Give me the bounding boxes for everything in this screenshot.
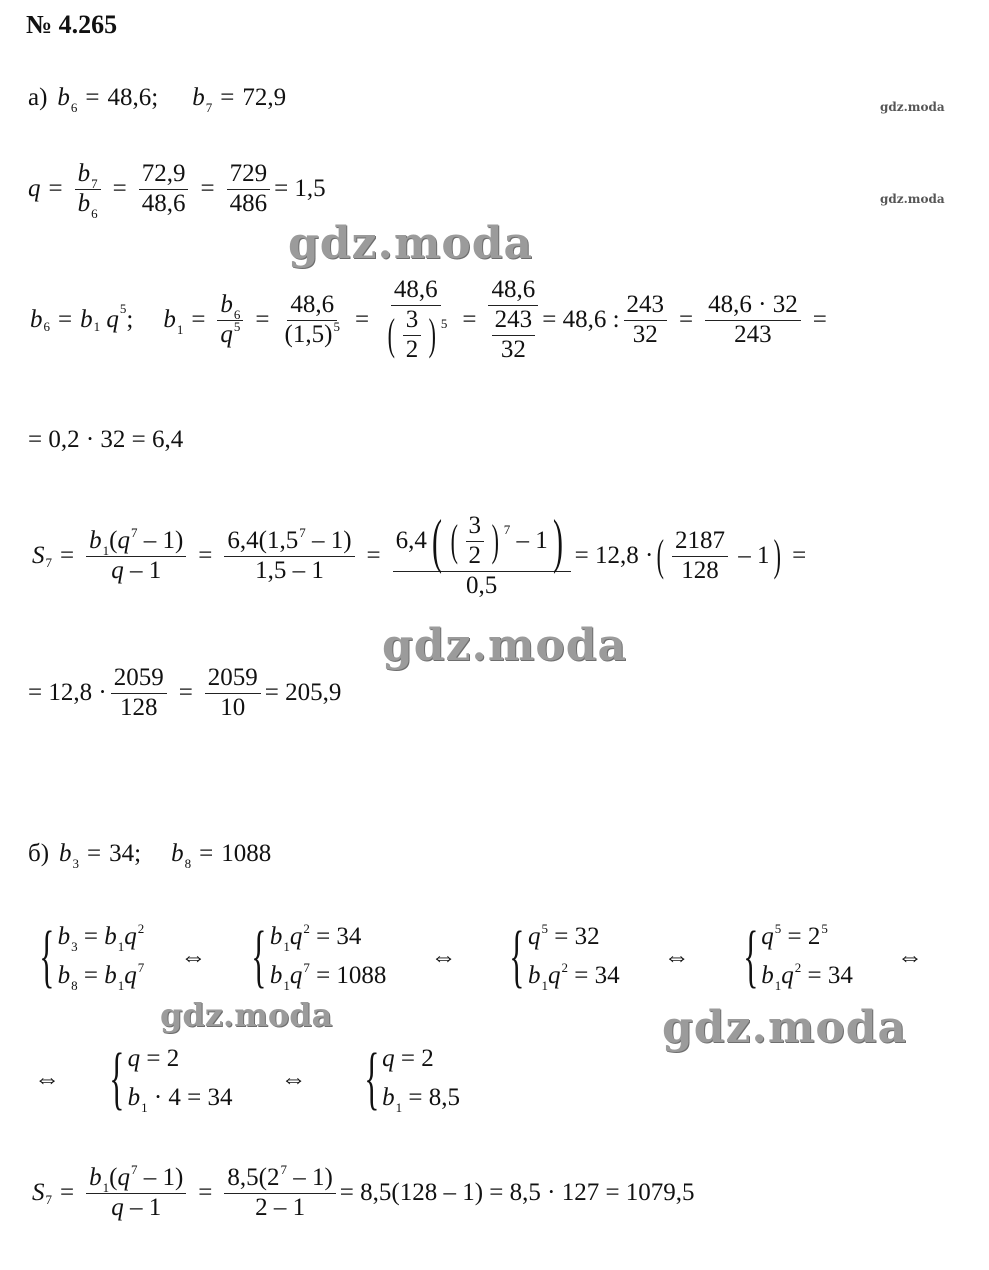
num-2059-b: 2059: [205, 664, 261, 694]
frac-72-9: 72,9: [139, 160, 189, 190]
den-1-5: (1,5): [284, 320, 333, 348]
part-b-systems-row-1: { $b_3 = b_1q^2$ $b_8 = b_1q^7$ ⇔ { $b_1q^2 = 34$ $b_1q^7 = 1088$ ⇔ { $q^5 = 32$ $b_1q^2 = 34$ ⇔ { $q^5 = 2^5$ $b_1q^2 = 34$ ⇔: [30, 918, 923, 996]
system-1: { $b_3 = b_1q^2$ $b_8 = b_1q^7$: [39, 917, 145, 995]
den-2-1: 2 – 1: [255, 1193, 306, 1221]
part-a-given: а) $b_6$ = 48,6; $b_7$ = 72,9: [28, 84, 287, 115]
num-48-6-32: 48,6 · 32: [705, 291, 801, 321]
num-48-6-b: 48,6: [391, 276, 441, 306]
watermark-medium: gdz.moda: [160, 996, 333, 1034]
den-10: 10: [220, 693, 246, 721]
frac-48-6: 48,6: [141, 189, 186, 217]
result-1079-5: = 8,5(128 – 1) = 8,5 · 127 = 1079,5: [339, 1179, 695, 1207]
num-3: 3: [403, 306, 422, 336]
system-6: { q = 2 $b_1 = 8,5$: [363, 1039, 461, 1117]
watermark-small-2: gdz.moda: [880, 192, 945, 206]
num-243-b: 243: [624, 291, 668, 321]
num-6-4: 6,4(1,5: [227, 526, 299, 554]
num-48-6: 48,6: [287, 291, 337, 321]
num-2187: 2187: [672, 527, 728, 557]
part-a-label: а): [28, 84, 48, 111]
part-b-sum-equation: S 7 = $\frac{b_1(q^7 - 1)}{q - 1}$ = $\frac{8,5(2^7 - 1)}{2 - 1}$ = 8,5(128 – 1) = 8,5 · 127 = 1079,5: [32, 1162, 695, 1221]
num-6-4-b: 6,4: [395, 526, 427, 554]
part-a-b1-equation: b 6 = b 1 q 5 ; $b_1$ = $\frac{b_6}{q^5}$ = $\frac{48,6}{(1,5)^5}$ = 48,6 ( $\frac{3}{2}$ ) 5 = $\frac{48,6}{\frac{243}{32}}$ = 48,6 : $\frac{243}{32}$ = $\frac{48,6 \cdot 32}{243}$ =: [30, 276, 827, 363]
watermark-large-2: gdz.moda: [382, 620, 628, 671]
part-a-b1-result: = 0,2 · 32 = 6,4: [28, 426, 184, 453]
result-205-9: = 205,9: [264, 679, 342, 707]
system-3: { $q^5 = 32$ $b_1q^2 = 34$: [509, 917, 620, 995]
watermark-small-1: gdz.moda: [880, 100, 945, 114]
part-a-final: = 12,8 · $\frac{2059}{128}$ = $\frac{2059}{10}$ = 205,9: [28, 664, 342, 721]
watermark-large-3: gdz.moda: [662, 1002, 908, 1053]
page-title: № 4.265: [26, 10, 118, 39]
watermark-large-1: gdz.moda: [288, 218, 534, 269]
eq-12-8: = 12,8 ·: [28, 679, 107, 707]
part-b-given: б) $b_3$ = 34; $b_8$ = 1088: [28, 840, 272, 871]
frac-486: 486: [229, 189, 268, 217]
part-b-label: б): [28, 840, 50, 867]
q-result: = 1,5: [274, 175, 326, 203]
den-32-b: 32: [632, 320, 658, 348]
num-48-6-c: 48,6: [488, 276, 538, 306]
den-2: 2: [405, 335, 419, 363]
part-a-sum-equation: S 7 = $\frac{b_1(q^7 - 1)}{q - 1}$ = $\frac{6,4(1,5^7 - 1)}{1,5 - 1}$ = 6,4 ( ( $\frac{3}{2}$ ) 7 – 1 ) 0,5 = 12,8 · ( $\frac{2187}{128}$ – 1 ) =: [32, 508, 807, 600]
part-b-systems-row-2: ⇔ { q = 2 $b_1 \cdot 4 = 34$ ⇔ { q = 2 $b_1 = 8,5$: [34, 1039, 461, 1117]
den-0-5: 0,5: [466, 572, 498, 600]
div-48-6: = 48,6 :: [542, 306, 620, 334]
part-a-q-equation: q = $\frac{b_7}{b_6}$ = $\frac{72,9}{48,6}$ = $\frac{729}{486}$ = 1,5: [28, 160, 326, 221]
system-4: { $q^5 = 2^5$ $b_1q^2 = 34$: [742, 917, 853, 995]
den-243: 243: [734, 320, 772, 348]
frac-729: 729: [227, 160, 271, 190]
system-2: { $b_1q^2 = 34$ $b_1q^7 = 1088$: [251, 917, 387, 995]
den-128: 128: [681, 556, 719, 584]
num-2059: 2059: [111, 664, 167, 694]
den-32: 32: [500, 335, 526, 363]
num-243: 243: [492, 306, 536, 336]
den-128-b: 128: [119, 693, 158, 721]
num-8-5: 8,5(2: [227, 1164, 280, 1191]
system-5: { q = 2 $b_1 \cdot 4 = 34$: [109, 1039, 233, 1117]
mul-12-8: = 12,8 ·: [574, 542, 654, 569]
den-1-5-1: 1,5 – 1: [255, 556, 324, 584]
